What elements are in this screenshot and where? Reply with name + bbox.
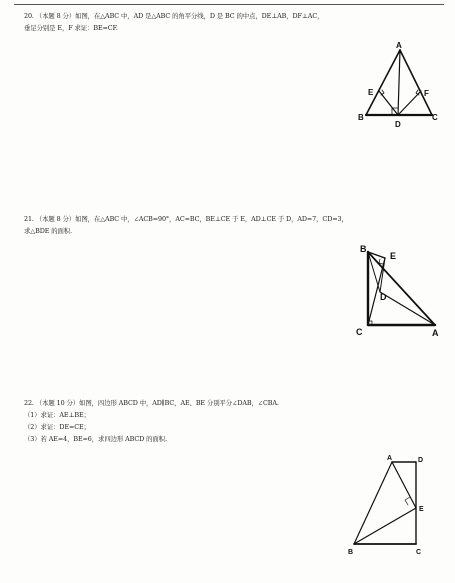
question-21-line-1: 21. （本题 8 分）如图，在△ABC 中，∠ACB=90°，AC=BC，BE⊥CE 于 E，AD⊥CE 于 D，AD=7，CD=3， bbox=[24, 215, 348, 223]
question-21-line-2: 求△BDE 的面积. bbox=[24, 227, 73, 235]
question-22-line-2: （1）求证：AE⊥BE； bbox=[24, 411, 90, 419]
label-e: E bbox=[368, 88, 374, 97]
question-22-line-3: （2）求证：DE=CE； bbox=[24, 423, 90, 431]
segment-ae bbox=[392, 462, 416, 508]
label-d: D bbox=[395, 120, 401, 129]
label-a: A bbox=[396, 41, 402, 50]
segment-ab bbox=[368, 252, 435, 325]
top-rule bbox=[14, 4, 444, 5]
label-f: F bbox=[424, 89, 429, 98]
segment-ab bbox=[354, 462, 392, 544]
label-b: B bbox=[358, 113, 364, 122]
question-20-line-2: 垂足分别是 E，F 求证：BE=CF. bbox=[24, 24, 118, 32]
label-b: B bbox=[360, 244, 367, 254]
segment-ab bbox=[366, 50, 400, 115]
label-e: E bbox=[419, 506, 424, 513]
question-20-line-1: 20. （本题 8 分）如图，在△ABC 中，AD 是△ABC 的角平分线，D 是 BC 的中点，DE⊥AB，DF⊥AC， bbox=[24, 12, 324, 20]
label-a: A bbox=[387, 455, 393, 462]
label-b: B bbox=[348, 549, 354, 556]
question-22-line-1: 22. （本题 10 分）如图，四边形 ABCD 中，AD∥BC，AE、BE 分别平分∠DAB，∠CBA. bbox=[24, 399, 279, 407]
label-d: D bbox=[418, 457, 424, 464]
right-angle-mark-f bbox=[416, 90, 419, 95]
label-e: E bbox=[390, 251, 397, 261]
right-angle-mark-e bbox=[405, 497, 410, 505]
segment-ad bbox=[398, 50, 400, 115]
label-c: C bbox=[416, 549, 422, 556]
segment-df bbox=[398, 91, 421, 115]
segment-ac bbox=[400, 50, 432, 115]
right-angle-mark-e bbox=[379, 259, 383, 264]
label-c: C bbox=[432, 113, 438, 122]
label-c: C bbox=[356, 327, 363, 337]
figure-20 bbox=[350, 38, 445, 130]
figure-22 bbox=[340, 450, 445, 578]
label-a: A bbox=[432, 328, 439, 338]
label-d: D bbox=[380, 292, 387, 302]
segment-ad bbox=[380, 292, 435, 325]
right-angle-mark-e bbox=[381, 90, 384, 95]
figure-21 bbox=[350, 240, 445, 340]
question-22-line-4: （3）若 AE=4，BE=6，求四边形 ABCD 的面积. bbox=[24, 435, 167, 443]
segment-be bbox=[354, 508, 416, 544]
